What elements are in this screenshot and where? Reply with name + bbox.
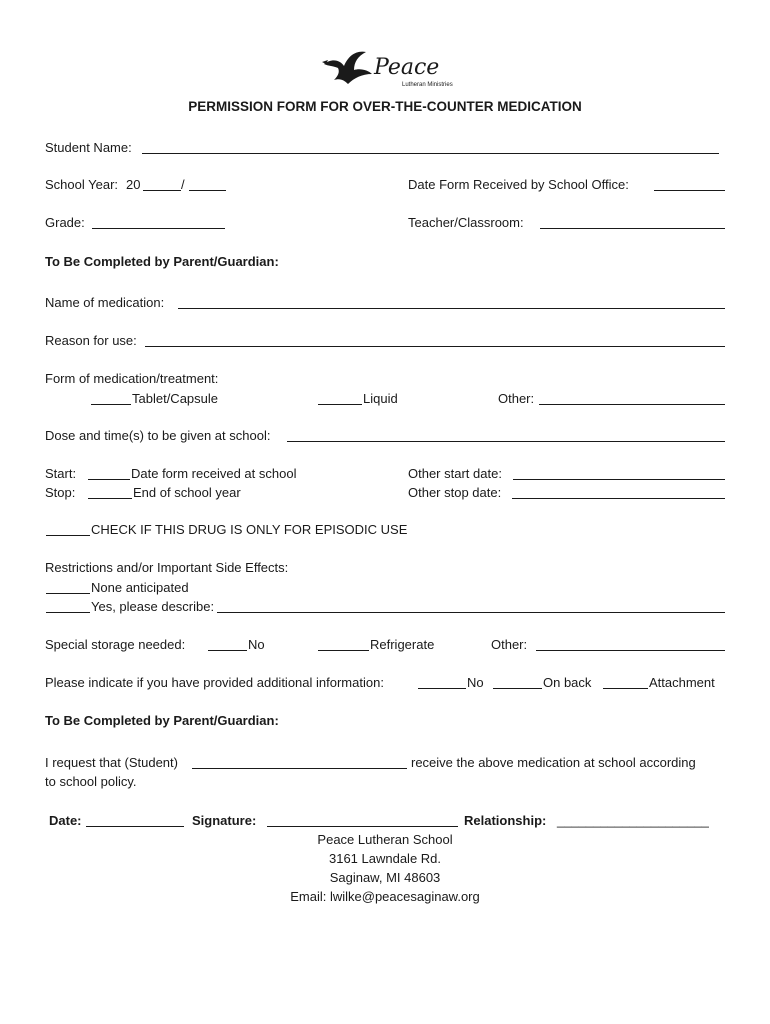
stop-label: Stop: [45, 485, 76, 500]
tablet-checkbox[interactable] [91, 404, 131, 405]
footer-email[interactable]: Email: lwilke@peacesaginaw.org [290, 889, 480, 904]
episodic-checkbox[interactable] [46, 535, 90, 536]
dove-icon [322, 52, 372, 84]
date-received-field[interactable] [654, 190, 725, 191]
start-option-label: Date form received at school [131, 466, 297, 481]
request-prefix: I request that (Student) [45, 755, 178, 770]
yes-option-label: Yes, please describe: [91, 599, 215, 614]
liquid-option-label: Liquid [363, 391, 398, 406]
school-year-separator: / [181, 177, 185, 192]
school-year-prefix: 20 [126, 177, 141, 192]
footer-school: Peace Lutheran School [317, 832, 453, 847]
storage-other-label: Other: [491, 637, 528, 652]
additional-info-label: Please indicate if you have provided additional information: [45, 675, 384, 690]
yes-checkbox[interactable] [46, 612, 90, 613]
stop-checkbox[interactable] [88, 498, 132, 499]
other-start-field[interactable] [513, 479, 725, 480]
refrigerate-label: Refrigerate [370, 637, 435, 652]
date-received-label: Date Form Received by School Office: [408, 177, 629, 192]
teacher-label: Teacher/Classroom: [408, 215, 524, 230]
request-line2: to school policy. [45, 774, 137, 789]
other-stop-field[interactable] [512, 498, 725, 499]
section-heading-parent: To Be Completed by Parent/Guardian: [45, 254, 279, 269]
grade-label: Grade: [45, 215, 85, 230]
dose-label: Dose and time(s) to be given at school: [45, 428, 271, 443]
request-suffix: receive the above medication at school according [411, 755, 696, 770]
additional-no-label: No [467, 675, 484, 690]
other-start-label: Other start date: [408, 466, 502, 481]
refrigerate-checkbox[interactable] [318, 650, 369, 651]
signature-label: Signature: [192, 813, 257, 828]
reason-field[interactable] [145, 346, 725, 347]
form-other-label: Other: [498, 391, 535, 406]
storage-no-label: No [248, 637, 265, 652]
none-option-label: None anticipated [91, 580, 189, 595]
medication-field[interactable] [178, 308, 725, 309]
form-other-field[interactable] [539, 404, 725, 405]
logo-wordmark: Peace [374, 55, 440, 80]
section-heading-parent-2: To Be Completed by Parent/Guardian: [45, 713, 279, 728]
request-student-field[interactable] [192, 768, 407, 769]
date-field[interactable] [86, 826, 184, 827]
teacher-field[interactable] [540, 228, 725, 229]
peace-lutheran-logo [318, 42, 458, 98]
stop-option-label: End of school year [133, 485, 241, 500]
additional-no-checkbox[interactable] [418, 688, 466, 689]
dose-field[interactable] [287, 441, 725, 442]
on-back-label: On back [543, 675, 592, 690]
storage-label: Special storage needed: [45, 637, 186, 652]
start-label: Start: [45, 466, 77, 481]
date-label: Date: [49, 813, 82, 828]
liquid-checkbox[interactable] [318, 404, 362, 405]
describe-field[interactable] [217, 612, 725, 613]
form-of-medication-label: Form of medication/treatment: [45, 371, 219, 386]
attachment-checkbox[interactable] [603, 688, 648, 689]
none-checkbox[interactable] [46, 593, 90, 594]
tablet-option-label: Tablet/Capsule [132, 391, 218, 406]
student-name-field[interactable] [142, 153, 719, 154]
footer-address1: 3161 Lawndale Rd. [328, 851, 442, 866]
form-title: PERMISSION FORM FOR OVER-THE-COUNTER MEDICATION [188, 99, 582, 114]
school-year-end-field[interactable] [189, 190, 226, 191]
storage-no-checkbox[interactable] [208, 650, 247, 651]
start-checkbox[interactable] [88, 479, 130, 480]
school-year-start-field[interactable] [143, 190, 181, 191]
signature-field[interactable] [267, 826, 458, 827]
episodic-label: CHECK IF THIS DRUG IS ONLY FOR EPISODIC USE [91, 522, 408, 537]
on-back-checkbox[interactable] [493, 688, 542, 689]
restrictions-label: Restrictions and/or Important Side Effects: [45, 560, 289, 575]
storage-other-field[interactable] [536, 650, 725, 651]
grade-field[interactable] [92, 228, 225, 229]
relationship-label: Relationship: [464, 813, 547, 828]
reason-label: Reason for use: [45, 333, 137, 348]
school-year-label: School Year: [45, 177, 119, 192]
medication-label: Name of medication: [45, 295, 165, 310]
footer-address2: Saginaw, MI 48603 [329, 870, 441, 885]
other-stop-label: Other stop date: [408, 485, 502, 500]
relationship-field[interactable]: _____________________ [557, 813, 709, 828]
attachment-label: Attachment [649, 675, 715, 690]
student-name-label: Student Name: [45, 140, 132, 155]
logo-subtitle: Lutheran Ministries [402, 82, 453, 88]
